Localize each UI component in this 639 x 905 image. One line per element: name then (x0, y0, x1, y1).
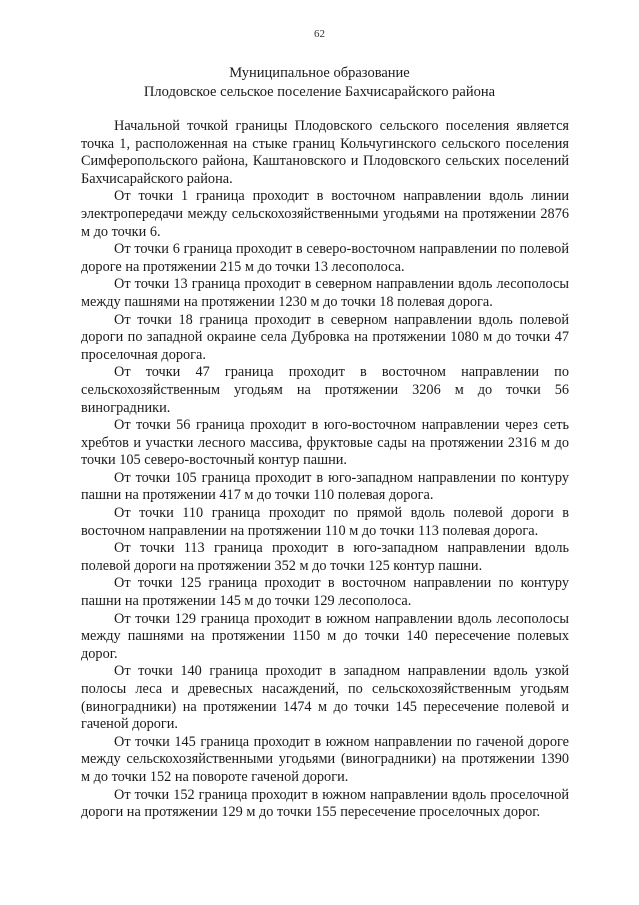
page-number: 62 (314, 28, 325, 40)
paragraph: От точки 129 граница проходит в южном направлении вдоль лесополосы между пашнями на протяжении 1150 м до точки 140 пересечение полевых дорог. (81, 610, 569, 662)
paragraph: От точки 47 граница проходит в восточном направлении по сельскохозяйственным угодьям на протяжении 3206 м до точки 56 виноградники. (81, 364, 569, 416)
paragraph: От точки 125 граница проходит в восточном направлении по контуру пашни на протяжении 145 м до точки 129 лесополоса. (81, 575, 569, 610)
paragraph: От точки 145 граница проходит в южном направлении по гаченой дороге между сельскохозяйственными угодьями (виноградники) на протяжении 1390 м до точки 152 на повороте гаченой дороги. (81, 733, 569, 785)
document-body (81, 118, 569, 822)
paragraph: От точки 140 граница проходит в западном направлении вдоль узкой полосы леса и древесных насаждений, по сельскохозяйственным угодьям (виноградники) на протяжении 1474 м до точки 145 пересечение полевой и гаченой дороги. (81, 663, 569, 733)
paragraph: От точки 1 граница проходит в восточном направлении вдоль линии электропередачи между сельскохозяйственными угодьями на протяжении 2876 м до точки 6. (81, 188, 569, 240)
paragraph: От точки 6 граница проходит в северо-восточном направлении по полевой дороге на протяжении 215 м до точки 13 лесополоса. (81, 241, 569, 275)
document-heading (0, 64, 639, 102)
paragraph: Начальной точкой границы Плодовского сельского поселения является точка 1, расположенная на стыке границ Кольчугинского сельского поселения Симферопольского района, Каштановского и Плодовского сельских поселений Бахчисарайского района. (81, 118, 569, 187)
paragraph: От точки 110 граница проходит по прямой вдоль полевой дороги в восточном направлении на протяжении 110 м до точки 113 полевая дорога. (81, 505, 569, 539)
paragraph: От точки 56 граница проходит в юго-восточном направлении через сеть хребтов и участки лесного массива, фруктовые сады на протяжении 2316 м до точки 105 северо-восточный контур пашни. (81, 417, 569, 469)
heading-line-2: Плодовское сельское поселение Бахчисарайского района (143, 84, 496, 100)
paragraph: От точки 13 граница проходит в северном направлении вдоль лесополосы между пашнями на протяжении 1230 м до точки 18 полевая дорога. (81, 276, 569, 310)
paragraph: От точки 18 граница проходит в северном направлении вдоль полевой дороги по западной окраине села Дубровка на протяжении 1080 м до точки 47 проселочная дорога. (81, 311, 569, 363)
heading-line-1: Муниципальное образование (229, 65, 410, 81)
paragraph: От точки 152 граница проходит в южном направлении вдоль проселочной дороги на протяжении 129 м до точки 155 пересечение проселочных дорог. (81, 786, 569, 821)
paragraph: От точки 105 граница проходит в юго-западном направлении по контуру пашни на протяжении 417 м до точки 110 полевая дорога. (81, 469, 569, 504)
paragraph: От точки 113 граница проходит в юго-западном направлении вдоль полевой дороги на протяжении 352 м до точки 125 контур пашни. (81, 540, 569, 574)
